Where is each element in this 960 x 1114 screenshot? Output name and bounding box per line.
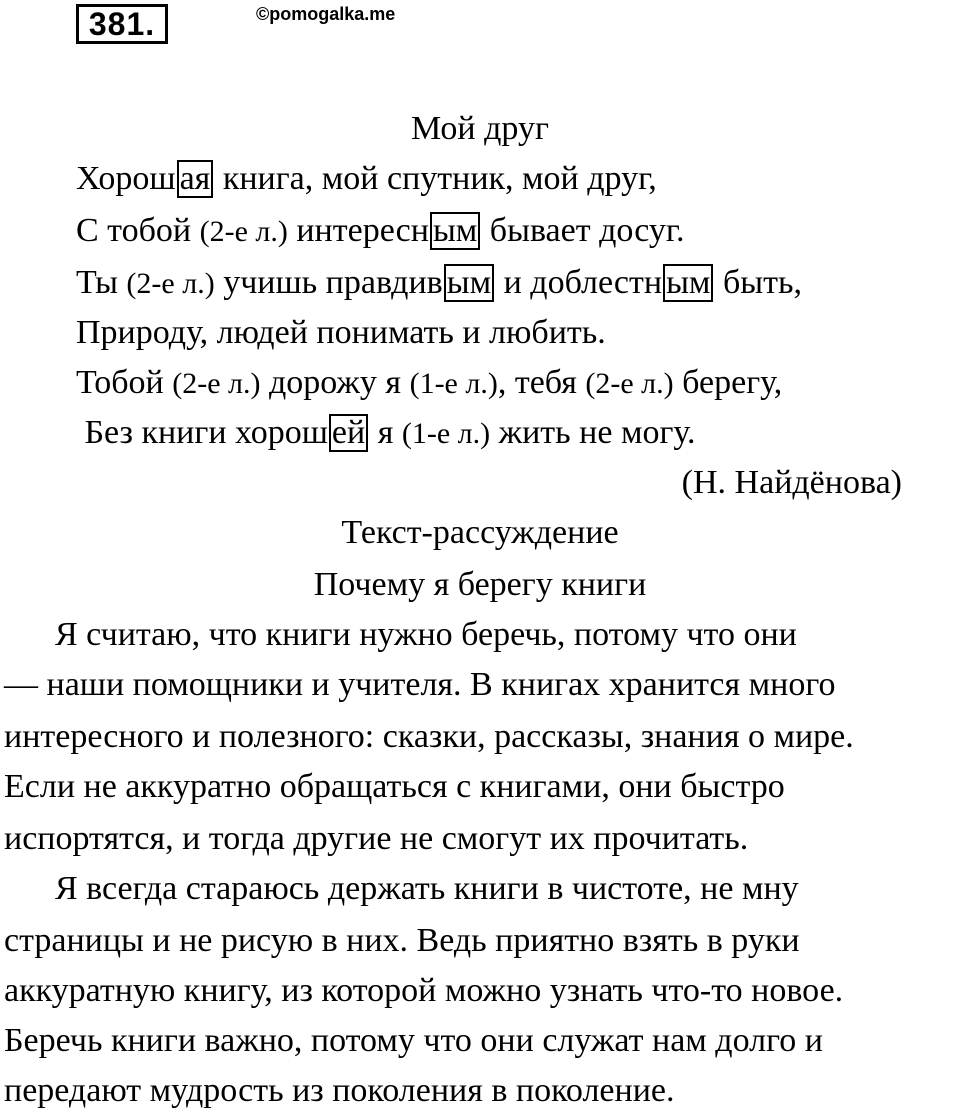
person-note: (1-е л.) xyxy=(401,417,491,450)
person-note: (2-е л.) xyxy=(585,367,674,400)
essay-line-3: интересного и полезного: сказки, рассказы, знания о мире. xyxy=(4,718,854,755)
essay-line-4: Если не аккуратно обращаться с книгами, они быстро xyxy=(4,768,785,805)
watermark: ©pomogalka.me xyxy=(256,4,396,24)
person-note: (2-е л.) xyxy=(126,267,215,300)
poem-author: (Н. Найдёнова) xyxy=(681,464,902,501)
essay-type-title: Текст-рассуждение xyxy=(341,514,619,551)
highlighted-ending: ей xyxy=(329,414,368,452)
person-note: (2-е л.) xyxy=(199,215,288,248)
task-number-box xyxy=(76,4,168,44)
task-number-dot: . xyxy=(145,6,156,42)
poem-line-5: Тобой (2-е л.) дорожу я (1-е л.), тебя (2-е л.) берегу, xyxy=(76,364,783,401)
essay-line-9: Беречь книги важно, потому что они служат нам долго и xyxy=(4,1022,823,1059)
poem-line-4: Природу, людей понимать и любить. xyxy=(76,314,606,351)
poem-title: Мой друг xyxy=(411,110,549,147)
highlighted-ending: ым xyxy=(663,264,713,302)
essay-line-10: передают мудрость из поколения в поколение. xyxy=(4,1072,675,1109)
essay-title: Почему я берегу книги xyxy=(313,566,647,603)
highlighted-ending: ым xyxy=(444,264,494,302)
essay-line-6: Я всегда стараюсь держать книги в чистоте, не мну xyxy=(4,870,799,907)
essay-line-2: — наши помощники и учителя. В книгах хранится много xyxy=(4,666,836,703)
poem-line-2: С тобой (2-е л.) интересн ым бывает досуг. xyxy=(76,212,685,249)
person-note: (1-е л.) xyxy=(409,367,498,400)
poem-line-6: Без книги хорош ей я (1-е л.) жить не могу. xyxy=(76,414,696,451)
poem-line-1: Хорош ая книга, мой спутник, мой друг, xyxy=(76,160,657,197)
poem-line-3: Ты (2-е л.) учишь правдив ым и доблестн ым быть, xyxy=(76,264,802,301)
essay-line-7: страницы и не рисую в них. Ведь приятно взять в руки xyxy=(4,922,800,959)
highlighted-ending: ая xyxy=(177,160,214,198)
highlighted-ending: ым xyxy=(430,212,480,250)
essay-line-1: Я считаю, что книги нужно беречь, потому что они xyxy=(4,616,797,653)
essay-line-8: аккуратную книгу, из которой можно узнать что-то новое. xyxy=(4,972,844,1009)
task-number: 381 xyxy=(88,6,146,42)
person-note: (2-е л.) xyxy=(172,367,261,400)
essay-line-5: испортятся, и тогда другие не смогут их прочитать. xyxy=(4,820,749,857)
